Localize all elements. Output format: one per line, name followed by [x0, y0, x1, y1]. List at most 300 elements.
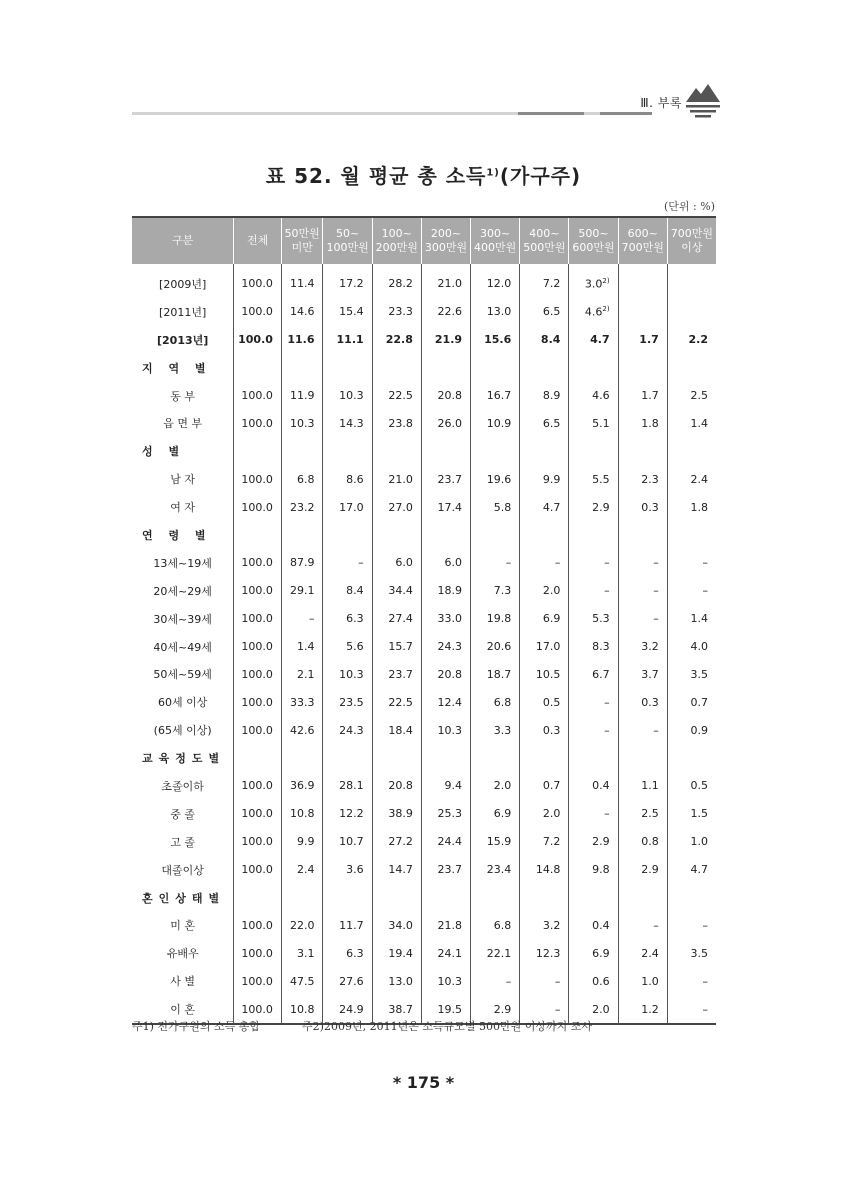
footnote-mark: 2) [602, 305, 610, 313]
table-cell [281, 465, 323, 493]
cell-value: 33.3 [289, 695, 315, 709]
cell-value: 1.5 [690, 807, 708, 821]
cell-value: 100.0 [241, 667, 273, 681]
table-cell [471, 688, 520, 716]
table-cell [520, 633, 569, 661]
category-row [132, 354, 716, 382]
table-cell [667, 354, 716, 382]
table-row [132, 409, 716, 437]
cell-value: 2.9 [592, 835, 610, 849]
table-cell [372, 521, 421, 549]
table-cell [372, 326, 421, 354]
table-cell [421, 688, 470, 716]
table-cell [520, 828, 569, 856]
table-cell [281, 264, 323, 298]
table-cell [569, 828, 618, 856]
table-title-suffix: (가구주) [499, 164, 582, 188]
cell-value: 24.4 [437, 835, 463, 849]
table-cell [471, 577, 520, 605]
table-cell [667, 995, 716, 1024]
table-cell [281, 939, 323, 967]
cell-value: 24.9 [339, 1002, 364, 1016]
cell-value: 2.4 [296, 863, 315, 877]
table-cell [372, 633, 421, 661]
cell-value: 1.7 [639, 333, 659, 347]
table-cell [667, 939, 716, 967]
cell-value: 10.9 [486, 416, 512, 430]
cell-value: 100.0 [238, 333, 273, 347]
table-cell [323, 772, 372, 800]
table-cell [281, 716, 323, 744]
cell-value: 1.8 [641, 416, 659, 430]
table-cell [421, 409, 470, 437]
cell-value: 5.1 [592, 416, 610, 430]
table-cell [667, 688, 716, 716]
table-row [132, 465, 716, 493]
table-cell [471, 549, 520, 577]
column-header [471, 217, 520, 264]
cell-value: 50세~59세 [153, 668, 212, 682]
cell-value: 27.4 [388, 612, 413, 626]
cell-value: 0.4 [592, 779, 610, 793]
table-cell [372, 264, 421, 298]
cell-value: 27.0 [388, 500, 413, 514]
cell-value: [2011년] [159, 305, 207, 319]
column-header-line: 300만원 [424, 241, 468, 254]
table-cell [471, 409, 520, 437]
table-cell [569, 549, 618, 577]
cell-value: – [505, 556, 512, 570]
table-cell [618, 549, 667, 577]
cell-value: 17.2 [339, 277, 364, 291]
table-cell [323, 437, 372, 465]
cell-value: – [702, 974, 708, 988]
table-row [132, 264, 716, 298]
cell-value: 17.4 [437, 500, 463, 514]
title-footnote-mark: 1) [486, 167, 500, 179]
footnote-1: 주1) 전가구원의 소득 총합 [132, 1020, 261, 1033]
cell-value: 10.5 [535, 667, 561, 681]
table-cell [667, 828, 716, 856]
table-cell [520, 354, 569, 382]
table-cell [569, 354, 618, 382]
cell-value: 19.8 [486, 612, 512, 626]
row-label [132, 828, 234, 856]
cell-value: 1.7 [641, 389, 659, 402]
table-cell [421, 828, 470, 856]
cell-value: 23.5 [339, 695, 364, 709]
table-cell [520, 800, 569, 828]
cell-value: 15.7 [388, 640, 413, 654]
table-cell [667, 465, 716, 493]
table-row [132, 660, 716, 688]
cell-value: – [653, 918, 659, 932]
table-cell [520, 967, 569, 995]
table-cell [471, 264, 520, 298]
cell-value: 30세~39세 [153, 612, 212, 626]
cell-value: 100.0 [241, 695, 273, 709]
table-cell [667, 716, 716, 744]
cell-value: 24.3 [437, 640, 463, 654]
cell-value: 9.8 [592, 863, 610, 877]
row-label [132, 660, 234, 688]
column-header-line: 400~ [529, 227, 560, 240]
table-cell [421, 354, 470, 382]
table-cell [281, 660, 323, 688]
table-cell [323, 884, 372, 912]
table-cell [281, 828, 323, 856]
table-cell [618, 772, 667, 800]
table-cell [234, 437, 282, 465]
cell-value: – [604, 807, 610, 821]
table-cell [618, 744, 667, 772]
table-cell [421, 716, 470, 744]
cell-value: 24.3 [339, 723, 364, 737]
table-cell [667, 549, 716, 577]
table-cell [421, 633, 470, 661]
table-cell [234, 409, 282, 437]
table-cell [569, 744, 618, 772]
column-header-line: 700만원 [621, 241, 664, 254]
table-cell [372, 409, 421, 437]
table-cell [471, 967, 520, 995]
cell-value: 100.0 [241, 584, 273, 598]
cell-value: 22.5 [388, 695, 413, 709]
table-cell [421, 744, 470, 772]
column-header-line: 미만 [291, 241, 313, 254]
cell-value: 3.5 [690, 667, 708, 681]
table-cell [471, 465, 520, 493]
table-cell [471, 493, 520, 521]
category-label: 성 별 [142, 445, 186, 459]
cell-value: 100.0 [241, 779, 273, 793]
table-cell [569, 437, 618, 465]
column-header [281, 217, 323, 264]
row-label [132, 298, 234, 326]
cell-value: 23.7 [437, 863, 463, 877]
table-cell [471, 437, 520, 465]
table-cell [618, 884, 667, 912]
cell-value: 23.7 [388, 667, 413, 681]
table-cell [234, 660, 282, 688]
cell-value: 100.0 [241, 640, 273, 654]
cell-value: 0.3 [641, 500, 659, 514]
column-header-line: 400만원 [474, 241, 517, 254]
table-cell [569, 772, 618, 800]
table-cell [667, 264, 716, 298]
cell-value: 47.5 [289, 974, 315, 988]
cell-value: 2.4 [690, 472, 708, 486]
cell-value: 10.3 [437, 974, 463, 988]
table-cell [618, 409, 667, 437]
table-cell [569, 967, 618, 995]
cell-value: 중 졸 [170, 807, 196, 821]
table-cell [520, 465, 569, 493]
cell-value: 19.4 [388, 946, 413, 960]
cell-value: 4.7 [590, 333, 610, 347]
table-cell [281, 298, 323, 326]
table-cell [520, 884, 569, 912]
table-cell [234, 967, 282, 995]
category-row [132, 437, 716, 465]
cell-value: 3.1 [296, 946, 315, 960]
table-row [132, 326, 716, 354]
table-cell [667, 298, 716, 326]
table-cell [471, 772, 520, 800]
column-header [372, 217, 421, 264]
cell-value: 21.9 [434, 333, 463, 347]
cell-value: 0.7 [690, 695, 708, 709]
cell-value: 6.8 [493, 918, 512, 932]
cell-value: 33.0 [437, 612, 463, 626]
row-label [132, 409, 234, 437]
table-cell [234, 633, 282, 661]
table-cell [471, 521, 520, 549]
table-cell [520, 264, 569, 298]
table-cell [323, 326, 372, 354]
cell-value: 4.0 [690, 640, 708, 654]
table-cell [569, 577, 618, 605]
table-cell [234, 493, 282, 521]
table-cell [323, 660, 372, 688]
table-cell [421, 605, 470, 633]
table-cell [372, 967, 421, 995]
table-cell [618, 800, 667, 828]
table-cell [372, 465, 421, 493]
cell-value: 14.7 [388, 863, 413, 877]
cell-value: 10.3 [339, 667, 364, 681]
cell-value: 10.8 [289, 807, 315, 821]
table-cell [281, 744, 323, 772]
table-row [132, 549, 716, 577]
table-cell [281, 856, 323, 884]
cell-value: 21.0 [437, 277, 463, 291]
footnote-2: 주2)2009년, 2011년은 소득규모별 500만원 이상까지 조사 [302, 1020, 592, 1033]
table-cell [618, 688, 667, 716]
table-cell [372, 298, 421, 326]
cell-value: 100.0 [241, 500, 273, 514]
cell-value: – [604, 584, 610, 598]
cell-value: 12.0 [486, 277, 512, 291]
table-cell [569, 493, 618, 521]
cell-value: 2.5 [690, 389, 708, 402]
row-label [132, 633, 234, 661]
table-cell [281, 577, 323, 605]
cell-value: 10.3 [289, 416, 315, 430]
cell-value: 40세~49세 [153, 640, 212, 654]
cell-value: 0.3 [641, 695, 659, 709]
table-cell [281, 605, 323, 633]
table-cell [569, 800, 618, 828]
table-cell [421, 772, 470, 800]
cell-value: 15.9 [486, 835, 512, 849]
table-cell [323, 465, 372, 493]
table-row [132, 382, 716, 410]
table-row [132, 772, 716, 800]
cell-value: 유배우 [166, 947, 199, 961]
table-cell [667, 772, 716, 800]
column-header-line: 200만원 [375, 241, 418, 254]
table-cell [323, 911, 372, 939]
cell-value: 20.6 [486, 640, 512, 654]
cell-value: – [604, 556, 610, 570]
table-cell [372, 828, 421, 856]
cell-value: 5.8 [493, 500, 512, 514]
cell-value: 0.5 [542, 695, 561, 709]
table-cell [323, 716, 372, 744]
table-cell [667, 884, 716, 912]
cell-value: 17.0 [535, 640, 561, 654]
cell-value: – [702, 918, 708, 932]
table-cell [520, 744, 569, 772]
cell-value: 38.7 [388, 1002, 413, 1016]
table-cell [520, 493, 569, 521]
unit-label: (단위 : %) [664, 200, 715, 213]
table-cell [618, 967, 667, 995]
cell-value: 5.5 [592, 472, 610, 486]
cell-value: 6.0 [395, 556, 413, 570]
table-row [132, 856, 716, 884]
table-cell [372, 437, 421, 465]
cell-value: 0.3 [542, 723, 561, 737]
table-cell [569, 939, 618, 967]
table-cell [234, 382, 282, 410]
cell-value: 4.7 [690, 863, 708, 877]
table-cell [618, 939, 667, 967]
table-cell [520, 605, 569, 633]
table-cell [323, 493, 372, 521]
cell-value: 1.4 [690, 416, 708, 430]
table-cell [618, 382, 667, 410]
table-cell [520, 298, 569, 326]
column-header-line: 이상 [681, 241, 703, 254]
table-cell [569, 382, 618, 410]
cell-value: 2.9 [493, 1002, 512, 1016]
cell-value: 8.9 [542, 389, 561, 402]
cell-value: 1.1 [641, 779, 659, 793]
cell-value: 87.9 [289, 556, 315, 570]
table-cell [234, 577, 282, 605]
table-cell [667, 660, 716, 688]
table-cell [618, 354, 667, 382]
table-cell [421, 800, 470, 828]
table-cell [234, 549, 282, 577]
cell-value: 15.6 [484, 333, 512, 347]
cell-value: 8.3 [592, 640, 610, 654]
cell-value: – [554, 556, 561, 570]
cell-value: 11.4 [289, 277, 315, 291]
table-cell [372, 744, 421, 772]
column-header [569, 217, 618, 264]
column-header-line: 700만원 [670, 227, 714, 240]
table-cell [234, 911, 282, 939]
table-cell [281, 911, 323, 939]
cell-value: – [604, 695, 610, 709]
table-cell [569, 633, 618, 661]
cell-value: 22.5 [388, 389, 413, 402]
cell-value: 22.8 [385, 333, 413, 347]
cell-value: 2.3 [641, 472, 659, 486]
cell-value: 18.4 [388, 723, 413, 737]
table-cell [667, 911, 716, 939]
column-header-line: 전체 [246, 234, 269, 247]
table-cell [667, 967, 716, 995]
cell-value: 3.2 [641, 640, 659, 654]
cell-value: 0.6 [592, 974, 610, 988]
table-cell [520, 660, 569, 688]
column-header [421, 217, 470, 264]
cell-value: 100.0 [241, 472, 273, 486]
cell-value: 100.0 [241, 723, 273, 737]
cell-value: 36.9 [289, 779, 315, 793]
table-cell [667, 744, 716, 772]
table-cell [667, 409, 716, 437]
cell-value: 23.3 [388, 305, 413, 319]
table-cell [569, 264, 618, 298]
table-cell [569, 465, 618, 493]
cell-value: 38.9 [388, 807, 413, 821]
cell-value: – [604, 723, 610, 737]
table-cell [471, 716, 520, 744]
row-label [132, 493, 234, 521]
cell-value: 100.0 [241, 807, 273, 821]
table-row [132, 800, 716, 828]
cell-value: 42.6 [289, 723, 315, 737]
cell-value: 1.2 [641, 1002, 659, 1016]
cell-value: 4.7 [542, 500, 561, 514]
cell-value: 5.6 [346, 640, 364, 654]
table-cell [520, 688, 569, 716]
table-cell [471, 800, 520, 828]
cell-value: 100.0 [241, 389, 273, 402]
cell-value: 23.8 [388, 416, 413, 430]
table-cell [569, 884, 618, 912]
cell-value: 20.8 [388, 779, 413, 793]
cell-value: 26.0 [437, 416, 463, 430]
cell-value: 읍 면 부 [163, 417, 203, 431]
cell-value: 100.0 [241, 305, 273, 319]
table-cell [323, 800, 372, 828]
table-cell [520, 549, 569, 577]
table-cell [281, 409, 323, 437]
table-cell [323, 828, 372, 856]
row-label [132, 911, 234, 939]
table-cell [618, 605, 667, 633]
cell-value: 동 부 [170, 389, 196, 403]
table-cell [234, 716, 282, 744]
table-cell [281, 688, 323, 716]
table-cell [372, 660, 421, 688]
cell-value: 3.0 [584, 277, 603, 291]
row-label [132, 605, 234, 633]
cell-value: 1.4 [690, 612, 708, 626]
table-cell [569, 856, 618, 884]
cell-value: 60세 이상 [157, 696, 208, 710]
column-header-line: 600~ [627, 227, 658, 240]
table-cell [372, 354, 421, 382]
cell-value: 3.7 [641, 667, 659, 681]
row-label [132, 939, 234, 967]
cell-value: 남 자 [170, 473, 196, 487]
cell-value: 22.6 [437, 305, 463, 319]
cell-value: 3.6 [346, 863, 364, 877]
row-label [132, 549, 234, 577]
table-cell [618, 911, 667, 939]
cell-value: 12.4 [437, 695, 463, 709]
table-cell [234, 772, 282, 800]
row-label [132, 382, 234, 410]
cell-value: 9.9 [296, 835, 315, 849]
